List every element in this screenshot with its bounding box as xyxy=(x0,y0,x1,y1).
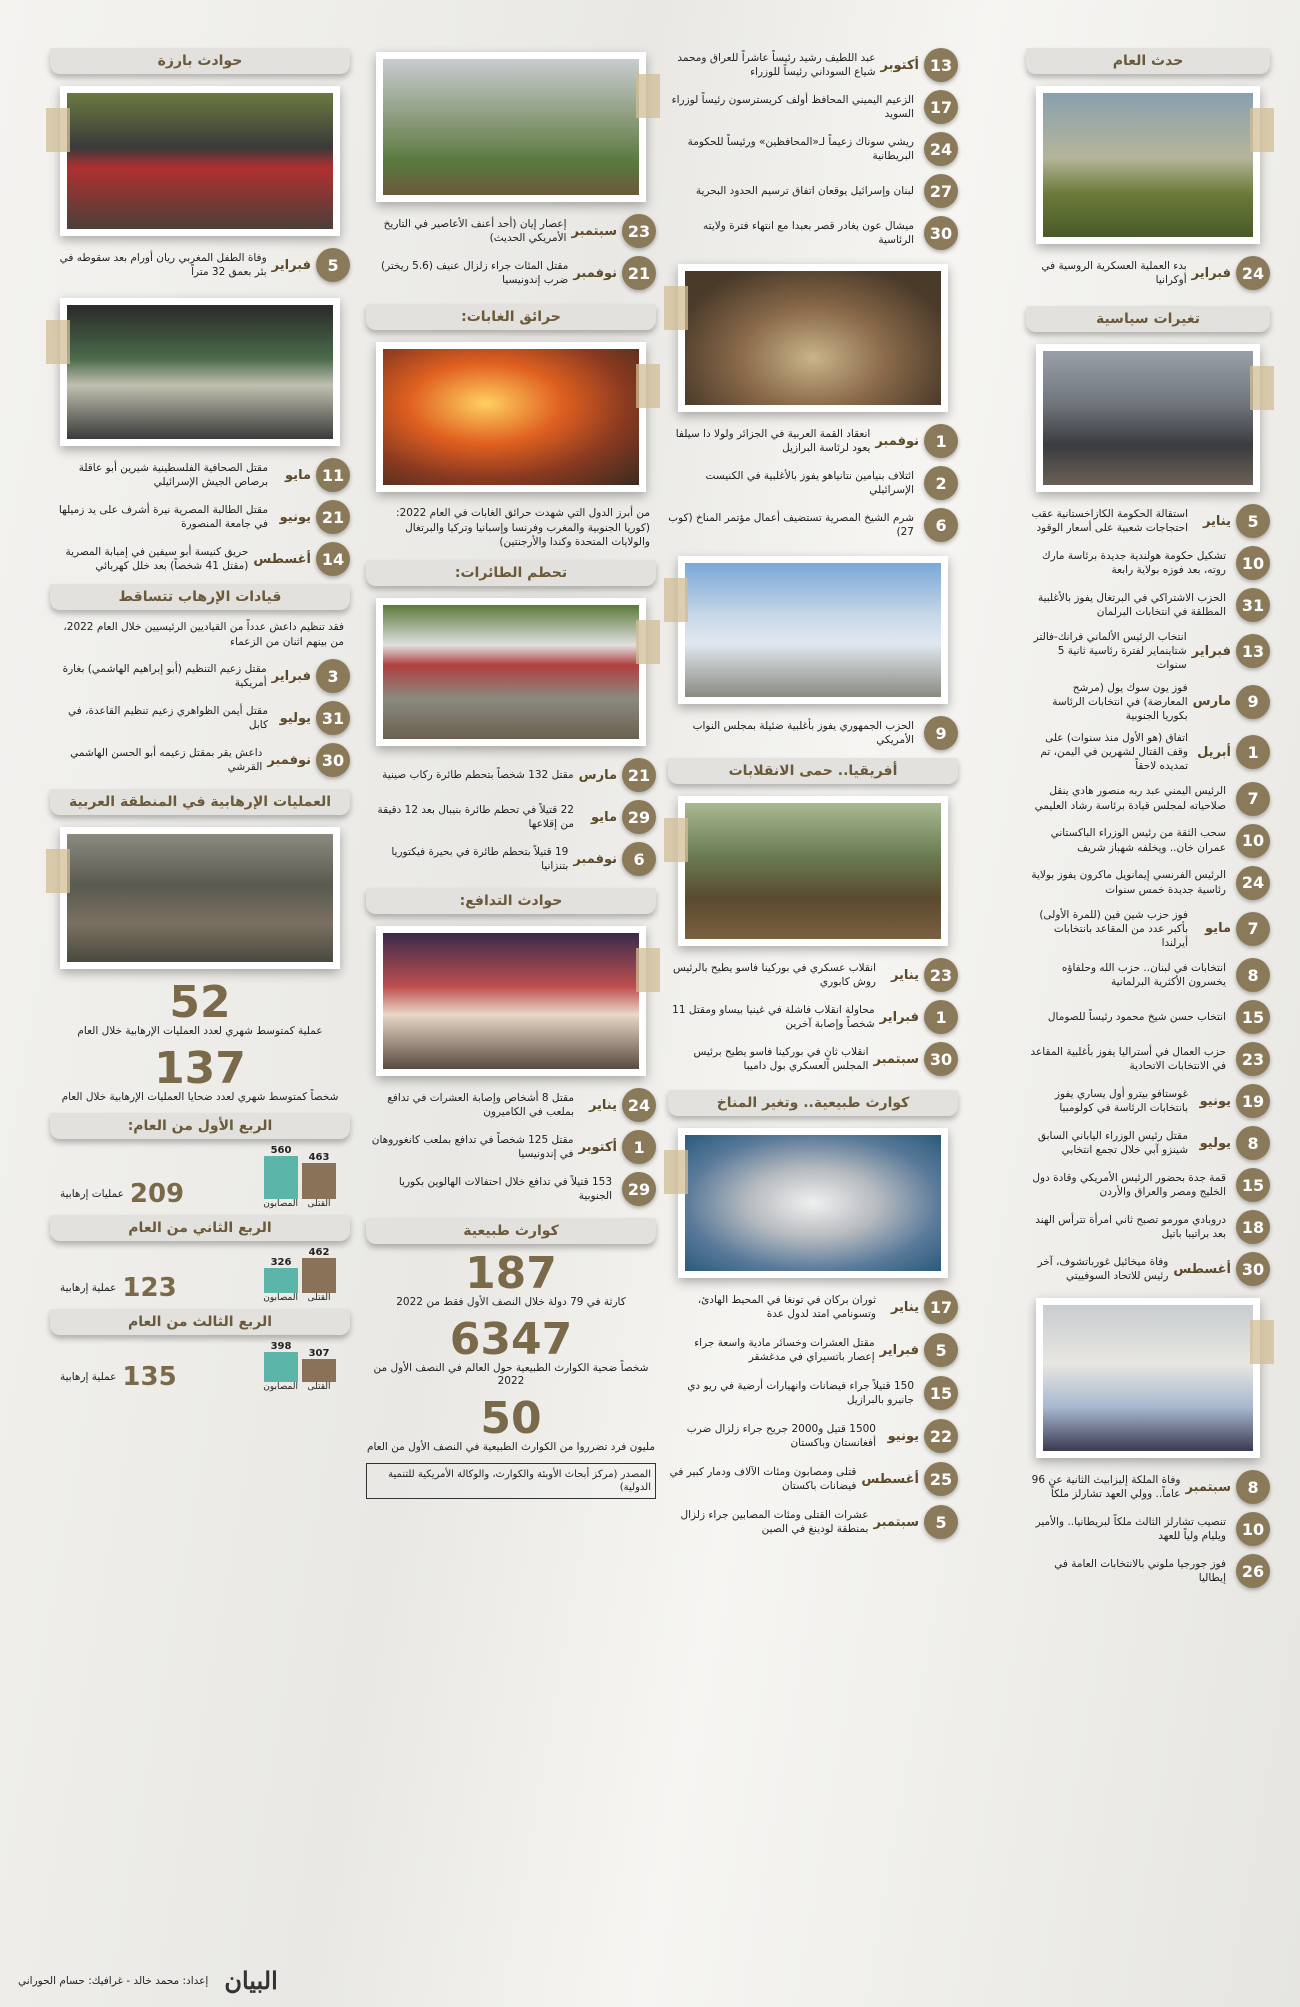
event-item xyxy=(366,256,656,290)
day-badge: 30 xyxy=(1236,1252,1270,1286)
event-item xyxy=(1026,504,1270,538)
day-badge: 1 xyxy=(924,1000,958,1034)
bar-value: 463 xyxy=(308,1152,330,1164)
header-africa-coups: أفريقيا.. حمى الانقلابات xyxy=(668,758,958,784)
event-text: مقتل الطالبة المصرية نيرة أشرف على يد زميلها في جامعة المنصورة xyxy=(58,503,268,530)
event-text: شرم الشيخ المصرية تستضيف أعمال مؤتمر المناخ (كوب 27) xyxy=(668,511,914,538)
bar-label: القتلى xyxy=(307,1198,331,1209)
incidents-list xyxy=(50,458,350,576)
month-label: مارس xyxy=(1192,694,1231,710)
month-label: أكتوبر xyxy=(880,57,919,73)
day-badge: 23 xyxy=(924,958,958,992)
event-item xyxy=(366,758,656,792)
event-item xyxy=(1026,1470,1270,1504)
day-badge: 10 xyxy=(1236,824,1270,858)
bar-value: 462 xyxy=(308,1246,330,1258)
month-label: مايو xyxy=(1205,921,1231,937)
event-text: عبد اللطيف رشيد رئيساً عاشراً للعراق ومحمد شياع السوداني رئيساً للوزراء xyxy=(677,51,876,78)
header-natural-disasters-climate: كوارث طبيعية.. وتغير المناخ xyxy=(668,1090,958,1116)
month-label: أغسطس xyxy=(1173,1261,1231,1277)
month-label: مارس xyxy=(578,767,617,783)
event-text: انتخاب الرئيس الألماني فرانك-فالتر شتاينماير لفترة رئاسية ثانية 5 سنوات xyxy=(1033,631,1187,672)
photo-burkina-soldiers xyxy=(678,796,948,946)
event-item xyxy=(50,701,350,735)
month-label: سبتمبر xyxy=(1185,1479,1231,1495)
day-badge: 5 xyxy=(1236,504,1270,538)
event-item xyxy=(366,1088,656,1122)
stat-affected xyxy=(366,1392,656,1455)
header-forest-fires: حرائق الغابات: xyxy=(366,304,656,330)
event-item xyxy=(366,1172,656,1206)
event-text: ميشال عون يغادر قصر بعبدا مع انتهاء فترة ولايته الرئاسية xyxy=(703,219,914,246)
event-item xyxy=(668,1333,958,1367)
day-badge: 3 xyxy=(316,659,350,693)
event-item xyxy=(1026,1084,1270,1118)
month-label: نوفمبر xyxy=(875,433,919,449)
event-rayan xyxy=(50,248,350,282)
event-item xyxy=(668,90,958,124)
quarter-bar-chart xyxy=(264,1247,336,1303)
storm-events-list xyxy=(366,214,656,290)
event-item xyxy=(668,1290,958,1324)
day-badge: 14 xyxy=(316,542,350,576)
event-text: اتفاق (هو الأول منذ سنوات) على وقف القتال لشهرين في اليمن، تم تمديده لاحقاً xyxy=(1040,732,1188,773)
plane-events-list xyxy=(366,758,656,876)
event-item xyxy=(1026,731,1270,774)
day-badge: 24 xyxy=(1236,256,1270,290)
quarter-ops-label: عمليات إرهابية xyxy=(60,1187,124,1200)
day-badge: 7 xyxy=(1236,912,1270,946)
newspaper-logo: البيان xyxy=(224,1966,278,1995)
event-text: الحزب الاشتراكي في البرتغال يفوز بالأغلبية المطلقة في انتخابات البرلمان xyxy=(1037,591,1226,618)
stat-value: 137 xyxy=(154,1043,246,1095)
bar-injured xyxy=(264,1145,298,1199)
event-text: مقتل العشرات وخسائر مادية واسعة جراء إعصار باتسيراي في مدغشقر xyxy=(694,1336,875,1363)
event-item xyxy=(366,1130,656,1164)
day-badge: 2 xyxy=(924,466,958,500)
footer xyxy=(18,1966,278,1995)
event-text: داعش يقر بمقتل زعيمه أبو الحسن الهاشمي القرشي xyxy=(70,747,263,774)
event-text: سحب الثقة من رئيس الوزراء الباكستاني عمران خان.. ويخلفه شهباز شريف xyxy=(1050,827,1226,854)
event-text: وفاة ميخائيل غورباتشوف، آخر رئيس للاتحاد السوفييتي xyxy=(1037,1255,1169,1283)
month-label: يونيو xyxy=(279,509,311,525)
day-badge: 7 xyxy=(1236,782,1270,816)
month-label: فبراير xyxy=(1191,643,1231,659)
event-item xyxy=(668,466,958,500)
event-item xyxy=(1026,1042,1270,1076)
quarter-bar-chart xyxy=(264,1341,336,1393)
bar-killed xyxy=(302,1247,336,1293)
event-text: الرئيس الفرنسي إيمانويل ماكرون يفوز بولاية رئاسية جديدة خمس سنوات xyxy=(1031,869,1226,896)
stat-victims xyxy=(366,1313,656,1389)
day-badge: 29 xyxy=(622,1172,656,1206)
natural-events-list xyxy=(668,1290,958,1539)
africa-events-list xyxy=(668,958,958,1076)
month-label: أغسطس xyxy=(861,1471,919,1487)
day-badge: 6 xyxy=(622,842,656,876)
stat-monthly-ops xyxy=(50,977,350,1039)
day-badge: 24 xyxy=(1236,866,1270,900)
day-badge: 9 xyxy=(924,716,958,750)
event-text: ثوران بركان في تونغا في المحيط الهادئ، وتسونامي امتد لدول عدة xyxy=(697,1293,876,1320)
stat-caption: شخصاً كمتوسط شهري لعدد ضحايا العمليات الإرهابية خلال العام xyxy=(61,1091,339,1104)
day-badge: 1 xyxy=(622,1130,656,1164)
month-label: أغسطس xyxy=(253,551,311,567)
event-item xyxy=(668,424,958,458)
bar-label: القتلى xyxy=(307,1382,331,1393)
event-text: 150 قتيلاً جراء فيضانات وانهيارات أرضية في ريو دي جانيرو بالبرازيل xyxy=(687,1379,914,1406)
header-plane-crashes: تحطم الطائرات: xyxy=(366,560,656,586)
day-badge: 8 xyxy=(1236,1126,1270,1160)
day-badge: 23 xyxy=(622,214,656,248)
event-item xyxy=(366,842,656,876)
oct-events-list xyxy=(668,48,958,250)
event-text: مقتل الصحافية الفلسطينية شيرين أبو عاقلة برصاص الجيش الإسرائيلي xyxy=(78,461,268,488)
photo-arab-summit xyxy=(678,264,948,412)
column-1 xyxy=(1026,48,1270,1588)
event-text: انتخاب حسن شيخ محمود رئيساً للصومال xyxy=(1047,1010,1226,1023)
stat-disasters xyxy=(366,1248,656,1310)
photo-cop27 xyxy=(678,556,948,704)
day-badge: 8 xyxy=(1236,1470,1270,1504)
quarter-ops-count: 209 xyxy=(129,1178,185,1209)
month-label: فبراير xyxy=(879,1009,919,1025)
event-item xyxy=(1026,1210,1270,1244)
day-badge: 23 xyxy=(1236,1042,1270,1076)
event-item xyxy=(668,1505,958,1539)
month-label: يوليو xyxy=(279,710,311,726)
header-terror-ops: العمليات الإرهابية في المنطقة العربية xyxy=(50,789,350,815)
bar-label: المصابون xyxy=(263,1198,298,1209)
column-4 xyxy=(50,48,350,1392)
day-badge: 5 xyxy=(316,248,350,282)
political-events-list-2 xyxy=(1026,1470,1270,1588)
event-text: انعقاد القمة العربية في الجزائر ولولا دا سيلفا يعود لرئاسة البرازيل xyxy=(675,427,871,454)
header-notable-incidents: حوادث بارزة xyxy=(50,48,350,74)
event-text: انقلاب عسكري في بوركينا فاسو يطيح بالرئيس روش كابوري xyxy=(672,961,876,988)
event-text: 1500 قتيل و2000 جريح جراء زلزال ضرب أفغانستان وباكستان xyxy=(686,1422,876,1449)
bar-value: 398 xyxy=(270,1340,292,1352)
event-item xyxy=(668,1042,958,1076)
day-badge: 30 xyxy=(924,1042,958,1076)
day-badge: 15 xyxy=(1236,1000,1270,1034)
event-item xyxy=(668,48,958,82)
header-stampedes: حوادث التدافع: xyxy=(366,888,656,914)
event-text: مقتل زعيم التنظيم (أبو إبراهيم الهاشمي) بغارة أمريكية xyxy=(62,663,267,690)
event-text: استقالة الحكومة الكازاخستانية عقب احتجاجات شعبية على أسعار الوقود xyxy=(1031,507,1188,534)
event-text: 19 قتيلاً بتحطم طائرة في بحيرة فيكتوريا بتنزانيا xyxy=(391,845,569,873)
day-badge: 24 xyxy=(924,132,958,166)
event-text: بدء العملية العسكرية الروسية في أوكرانيا xyxy=(1041,259,1187,286)
stat-caption: كارثة في 79 دولة خلال النصف الأول فقط من 2022 xyxy=(396,1296,626,1309)
day-badge: 24 xyxy=(622,1088,656,1122)
bar-injured xyxy=(264,1341,298,1383)
bar-value: 560 xyxy=(270,1144,292,1156)
event-text: 153 قتيلاً في تدافع خلال احتفالات الهالوين بكوريا الجنوبية xyxy=(398,1175,612,1203)
day-badge: 22 xyxy=(924,1419,958,1453)
event-text: الرئيس اليمني عبد ربه منصور هادي ينقل صلاحياته لمجلس قيادة برئاسة رشاد العليمي xyxy=(1034,785,1226,812)
column-2 xyxy=(668,48,958,1539)
day-badge: 11 xyxy=(316,458,350,492)
event-text: مقتل 8 أشخاص وإصابة العشرات في تدافع بملعب في الكاميرون xyxy=(387,1091,574,1119)
event-text: مقتل 125 شخصاً في تدافع بملعب كانغوروهان في إندونيسيا xyxy=(371,1133,574,1161)
event-text: قمة جدة بحضور الرئيس الأمريكي وقادة دول الخليج ومصر والعراق والأردن xyxy=(1032,1171,1226,1199)
bar-killed xyxy=(302,1152,336,1198)
month-label: أبريل xyxy=(1197,744,1231,760)
event-item xyxy=(366,214,656,248)
day-badge: 15 xyxy=(924,1376,958,1410)
quarter-block xyxy=(50,1309,350,1393)
event-item xyxy=(50,743,350,777)
event-text: عشرات القتلى ومئات المصابين جراء زلزال بمنطقة لودينغ في الصين xyxy=(680,1508,869,1535)
day-badge: 25 xyxy=(924,1462,958,1496)
event-item xyxy=(1026,1168,1270,1202)
event-text: الحزب الجمهوري يفوز بأغلبية ضئيلة بمجلس النواب الأمريكي xyxy=(692,719,914,746)
quarters-list xyxy=(50,1113,350,1393)
bar-value: 326 xyxy=(270,1257,292,1268)
quarter-title: الربع الثالث من العام xyxy=(50,1309,350,1335)
month-label: فبراير xyxy=(271,257,311,273)
event-item xyxy=(1026,1252,1270,1286)
nov-events-list xyxy=(668,424,958,542)
header-political-changes: تغيرات سياسية xyxy=(1026,306,1270,332)
event-text: قتلى ومصابون ومئات الآلاف ودمار كبير في فيضانات باكستان xyxy=(669,1465,857,1492)
event-item xyxy=(1026,782,1270,816)
day-badge: 21 xyxy=(622,758,656,792)
event-us-house xyxy=(668,716,958,750)
quarter-title: الربع الثاني من العام xyxy=(50,1215,350,1241)
event-item xyxy=(1026,1000,1270,1034)
day-badge: 1 xyxy=(924,424,958,458)
day-badge: 21 xyxy=(316,500,350,534)
event-item xyxy=(1026,630,1270,673)
photo-bombing-aftermath xyxy=(60,827,340,969)
photo-rescue-team xyxy=(60,86,340,236)
photo-kazakhstan-protests xyxy=(1036,344,1260,492)
event-text: محاولة انقلاب فاشلة في غينيا بيساو ومقتل 11 شخصاً وإصابة آخرين xyxy=(672,1003,875,1030)
month-label: نوفمبر xyxy=(573,265,617,281)
stat-value: 6347 xyxy=(449,1313,573,1365)
day-badge: 5 xyxy=(924,1505,958,1539)
quarter-ops-label: عملية إرهابية xyxy=(60,1281,117,1294)
political-events-list xyxy=(1026,504,1270,1286)
event-main xyxy=(1026,256,1270,290)
day-badge: 10 xyxy=(1236,546,1270,580)
event-text: 22 قتيلاً في تحطم طائرة بنيبال بعد 12 دقيقة من إقلاعها xyxy=(377,803,574,831)
bar-label: القتلى xyxy=(307,1292,331,1303)
month-label: يناير xyxy=(890,1299,919,1315)
event-item xyxy=(50,458,350,492)
bar-label: المصابون xyxy=(263,1292,298,1303)
day-badge: 8 xyxy=(1236,958,1270,992)
event-item xyxy=(668,216,958,250)
event-text: دروبادي مورمو تصبح ثاني امرأة تترأس الهند بعد براتيبا باتيل xyxy=(1035,1213,1226,1241)
stat-monthly-victims xyxy=(50,1043,350,1105)
event-item xyxy=(1026,588,1270,622)
day-badge: 1 xyxy=(1236,735,1270,769)
event-text: فوز حزب شين فين (للمرة الأولى) بأكبر عدد من المقاعد بانتخابات أيرلندا xyxy=(1039,908,1188,949)
stat-value: 187 xyxy=(465,1248,557,1300)
month-label: نوفمبر xyxy=(267,752,311,768)
event-text: الزعيم اليميني المحافظ أولف كريسترسون رئيساً لوزراء السويد xyxy=(671,93,914,120)
bar-value: 307 xyxy=(308,1347,330,1359)
terror-events-list xyxy=(50,659,350,777)
quarter-bar-chart xyxy=(264,1145,336,1209)
event-text: ريشي سوناك زعيماً لـ«المحافظين» ورئيساً للحكومة البريطانية xyxy=(687,135,914,162)
bar-label: المصابون xyxy=(263,1382,298,1393)
day-badge: 15 xyxy=(1236,1168,1270,1202)
event-item xyxy=(668,1462,958,1496)
month-label: فبراير xyxy=(271,668,311,684)
event-text: لبنان وإسرائيل يوقعان اتفاق ترسيم الحدود البحرية xyxy=(695,184,914,197)
photo-hurricane-ian xyxy=(376,52,646,202)
event-text: وفاة الطفل المغربي ريان أورام بعد سقوطه في بئر بعمق 32 متراً xyxy=(59,251,267,278)
stat-value: 52 xyxy=(169,977,231,1029)
day-badge: 5 xyxy=(924,1333,958,1367)
month-label: يوليو xyxy=(1199,1135,1231,1151)
event-item xyxy=(668,174,958,208)
month-label: يناير xyxy=(1202,513,1231,529)
month-label: سبتمبر xyxy=(873,1514,919,1530)
bar-killed xyxy=(302,1348,336,1383)
event-text: وفاة الملكة إليزابيث الثانية عن 96 عاماً.. وولي العهد تشارلز ملكاً xyxy=(1031,1473,1181,1501)
day-badge: 6 xyxy=(924,508,958,542)
month-label: يناير xyxy=(588,1097,617,1113)
event-item xyxy=(668,508,958,542)
bar-injured xyxy=(264,1257,298,1293)
event-text: فوز يون سوك يول (مرشح المعارضة) في انتخابات الرئاسة بكوريا الجنوبية xyxy=(1052,681,1188,722)
event-item xyxy=(1026,546,1270,580)
event-item xyxy=(668,1000,958,1034)
day-badge: 31 xyxy=(316,701,350,735)
event-text: مقتل المئات جراء زلزال عنيف (5.6 ريختر) ضرب إندونيسيا xyxy=(380,259,569,286)
month-label: سبتمبر xyxy=(873,1051,919,1067)
photo-plane-crash xyxy=(376,598,646,746)
event-text: مقتل رئيس الوزراء الياباني السابق شينزو آبي خلال تجمع انتخابي xyxy=(1037,1129,1188,1157)
event-text: حريق كنيسة أبو سيفين في إمبابة المصرية (مقتل 41 شخصاً) بعد خلل كهربائي xyxy=(65,545,249,572)
event-text: إعصار إيان (أحد أعنف الأعاصير في التاريخ الأمريكي الحديث) xyxy=(383,217,567,244)
quarter-block xyxy=(50,1113,350,1209)
event-item xyxy=(1026,824,1270,858)
event-item xyxy=(50,500,350,534)
month-label: يونيو xyxy=(1199,1093,1231,1109)
day-badge: 21 xyxy=(622,256,656,290)
day-badge: 29 xyxy=(622,800,656,834)
event-item xyxy=(668,132,958,166)
month-label: مايو xyxy=(591,809,617,825)
credits: إعداد: محمد خالد - غرافيك: حسام الحوراني xyxy=(18,1974,209,1987)
photo-tonga-volcano xyxy=(678,1128,948,1278)
event-text: ائتلاف بنيامين نتانياهو يفوز بالأغلبية في الكنيست الإسرائيلي xyxy=(705,469,914,496)
event-text: تنصيب تشارلز الثالث ملكاً لبريطانيا.. والأمير ويليام ولياً للعهد xyxy=(1035,1515,1226,1543)
header-terror-leaders: قيادات الإرهاب تتساقط xyxy=(50,584,350,610)
photo-forest-fire xyxy=(376,342,646,492)
stat-value: 50 xyxy=(480,1392,542,1444)
day-badge: 31 xyxy=(1236,588,1270,622)
event-text: فوز جورجيا ملوني بالانتخابات العامة في إيطاليا xyxy=(1054,1557,1226,1585)
day-badge: 17 xyxy=(924,90,958,124)
day-badge: 17 xyxy=(924,1290,958,1324)
day-badge: 27 xyxy=(924,174,958,208)
photo-queen-charles xyxy=(1036,1298,1260,1458)
day-badge: 13 xyxy=(1236,634,1270,668)
stat-caption: عملية كمتوسط شهري لعدد العمليات الإرهابية خلال العام xyxy=(77,1025,323,1038)
month-label: سبتمبر xyxy=(571,223,617,239)
source-box: المصدر (مركز أبحاث الأوبئة والكوارث، والوكالة الأمريكية للتنمية الدولية) xyxy=(366,1463,656,1499)
month-label: يونيو xyxy=(887,1428,919,1444)
event-item xyxy=(1026,958,1270,992)
event-item xyxy=(1026,681,1270,724)
event-text: مقتل 132 شخصاً بتحطم طائرة ركاب صينية xyxy=(382,768,574,781)
column-3 xyxy=(366,48,656,1499)
event-text: غوستافو بيترو أول يساري يفوز بانتخابات الرئاسة في كولومبيا xyxy=(1054,1087,1188,1115)
event-item xyxy=(668,1419,958,1453)
event-item xyxy=(1026,908,1270,951)
day-badge: 26 xyxy=(1236,1554,1270,1588)
stat-caption: مليون فرد تضرروا من الكوارث الطبيعية في النصف الأول من العام xyxy=(366,1440,656,1453)
event-item xyxy=(668,1376,958,1410)
event-item xyxy=(50,659,350,693)
quarter-ops-count: 123 xyxy=(122,1272,177,1303)
event-text: حزب العمال في أستراليا يفوز بأغلبية المقاعد في الانتخابات الاتحادية xyxy=(1030,1045,1226,1073)
day-badge: 10 xyxy=(1236,1512,1270,1546)
stampede-events-list xyxy=(366,1088,656,1206)
month-label: نوفمبر xyxy=(573,851,617,867)
month-label: فبراير xyxy=(879,1342,919,1358)
day-badge: 9 xyxy=(1236,685,1270,719)
day-badge: 18 xyxy=(1236,1210,1270,1244)
day-badge: 19 xyxy=(1236,1084,1270,1118)
event-text: تشكيل حكومة هولندية جديدة برئاسة مارك روته، بعد فوزه بولاية رابعة xyxy=(1041,549,1226,576)
month-label: يناير xyxy=(890,967,919,983)
photo-shireen-abu-akleh xyxy=(60,298,340,446)
month-label: أكتوبر xyxy=(578,1139,617,1155)
stat-caption: شخصاً ضحية الكوارث الطبيعية حول العالم في النصف الأول من 2022 xyxy=(373,1361,649,1388)
terror-intro: فقد تنظيم داعش عدداً من القياديين الرئيسيين خلال العام 2022، من بينهم اثنان من الزعماء xyxy=(63,621,344,648)
event-text: انتخابات في لبنان.. حزب الله وحلفاؤه يخسرون الأكثرية البرلمانية xyxy=(1061,961,1226,989)
header-event-of-year: حدث العام xyxy=(1026,48,1270,74)
month-label: فبراير xyxy=(1191,265,1231,281)
event-item xyxy=(1026,1554,1270,1588)
event-item xyxy=(1026,866,1270,900)
event-item xyxy=(668,958,958,992)
event-item xyxy=(50,542,350,576)
day-badge: 13 xyxy=(924,48,958,82)
event-item xyxy=(1026,1512,1270,1546)
event-text: مقتل أيمن الظواهري زعيم تنظيم القاعدة، في كابل xyxy=(67,705,268,732)
event-item xyxy=(1026,1126,1270,1160)
quarter-block xyxy=(50,1215,350,1303)
event-item xyxy=(366,800,656,834)
quarter-ops-count: 135 xyxy=(122,1362,177,1393)
month-label: مايو xyxy=(285,467,311,483)
day-badge: 30 xyxy=(924,216,958,250)
day-badge: 30 xyxy=(316,743,350,777)
event-text: انقلاب ثانٍ في بوركينا فاسو يطيح برئيس المجلس العسكري بول داميبا xyxy=(693,1045,869,1072)
photo-stampede xyxy=(376,926,646,1076)
quarter-title: الربع الأول من العام: xyxy=(50,1113,350,1139)
photo-ukraine-artillery xyxy=(1036,86,1260,244)
header-natural-disasters: كوارث طبيعية xyxy=(366,1218,656,1244)
forest-fires-text: من أبرز الدول التي شهدت حرائق الغابات في العام 2022: (كوريا الجنوبية والمغرب وفرنسا وإسبانيا وتركيا والبرتغال والولايات المتحدة وكندا والأرجنتين) xyxy=(396,507,650,549)
quarter-ops-label: عملية إرهابية xyxy=(60,1371,117,1384)
